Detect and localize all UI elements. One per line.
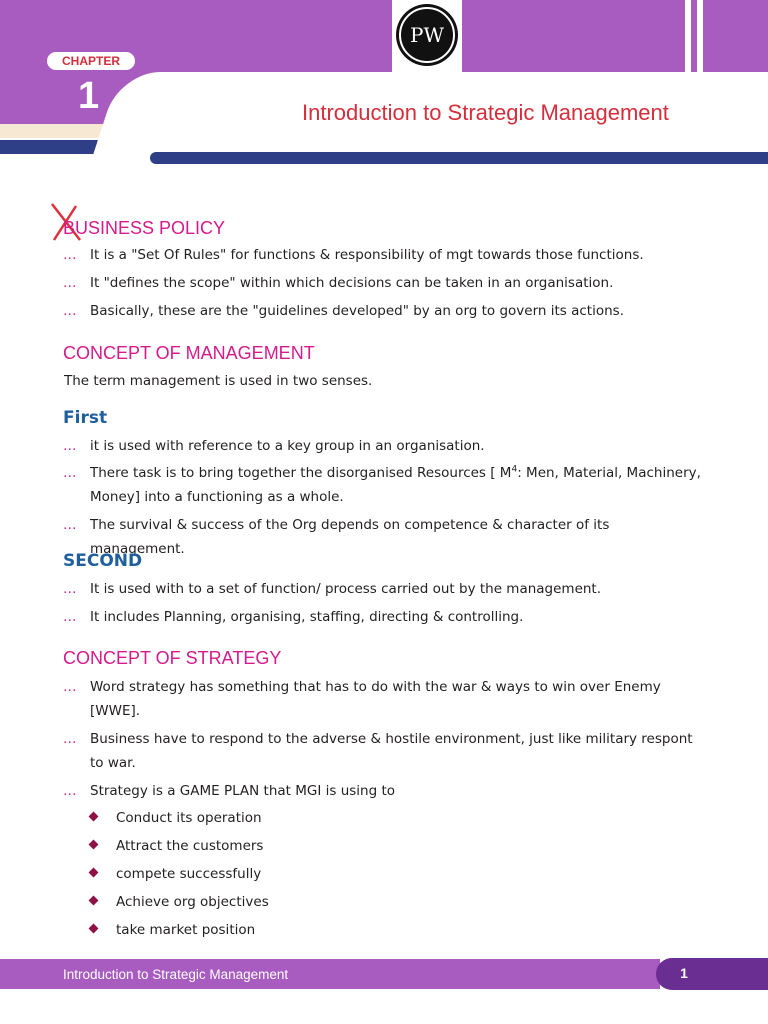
header-decor-stripe (685, 0, 691, 72)
bullet-marker: … (63, 731, 77, 747)
diamond-bullet-icon (89, 896, 99, 906)
section-heading-concept-strategy: CONCEPT OF STRATEGY (63, 648, 282, 668)
list-item: … It is used with to a set of function/ process carried out by the management. (63, 577, 708, 601)
bullet-marker: … (63, 465, 77, 481)
bullet-marker: … (63, 581, 77, 597)
navy-stripe-right (150, 152, 768, 164)
bullet-marker: … (63, 679, 77, 695)
bullet-marker: … (63, 783, 77, 799)
section-heading-business-policy: BUSINESS POLICY (63, 218, 226, 238)
section-intro: The term management is used in two senses. (64, 373, 373, 389)
list-item: … Business have to respond to the adverse & hostile environment, just like military respont to war. (63, 727, 708, 775)
bullet-marker: … (63, 247, 77, 263)
logo-text: PW (409, 23, 444, 47)
diamond-bullet-icon (89, 840, 99, 850)
list-item: … It "defines the scope" within which decisions can be taken in an organisation. (63, 271, 708, 295)
chapter-label: CHAPTER (47, 52, 135, 70)
list-item: … Word strategy has something that has to do with the war & ways to win over Enemy [WWE]. (63, 675, 708, 723)
header-decor-stripe (697, 0, 703, 72)
list-item: … Basically, these are the "guidelines developed" by an org to govern its actions. (63, 299, 708, 323)
bullet-marker: … (63, 438, 77, 454)
page-number: 1 (680, 965, 688, 981)
list-item: … The survival & success of the Org depends on competence & character of its management. (63, 513, 708, 561)
section-heading-concept-management: CONCEPT OF MANAGEMENT (63, 343, 315, 363)
diamond-bullet-icon (89, 924, 99, 934)
footer-title: Introduction to Strategic Management (63, 967, 289, 982)
chapter-number: 1 (78, 75, 100, 117)
logo (392, 0, 462, 72)
list-item: … It is a "Set Of Rules" for functions & responsibility of mgt towards those functions. (63, 243, 708, 267)
diamond-bullet-icon (89, 868, 99, 878)
list-item: … There task is to bring together the disorganised Resources [ $M^4$: Men, Material, Machinery, Money] into a functioning as a whole. (63, 461, 708, 509)
subheading-second: SECOND (63, 551, 143, 571)
bullet-marker: … (63, 517, 77, 533)
diamond-bullet-icon (89, 812, 99, 822)
list-item: … it is used with reference to a key group in an organisation. (63, 434, 708, 458)
chapter-title: Introduction to Strategic Management (302, 100, 669, 125)
bullet-marker: … (63, 275, 77, 291)
list-item: … Strategy is a GAME PLAN that MGI is using to (63, 779, 708, 803)
bullet-marker: … (63, 303, 77, 319)
pw-logo-icon (396, 4, 458, 66)
bullet-marker: … (63, 609, 77, 625)
list-item: … It includes Planning, organising, staffing, directing & controlling. (63, 605, 708, 629)
subheading-first: First (63, 408, 108, 428)
